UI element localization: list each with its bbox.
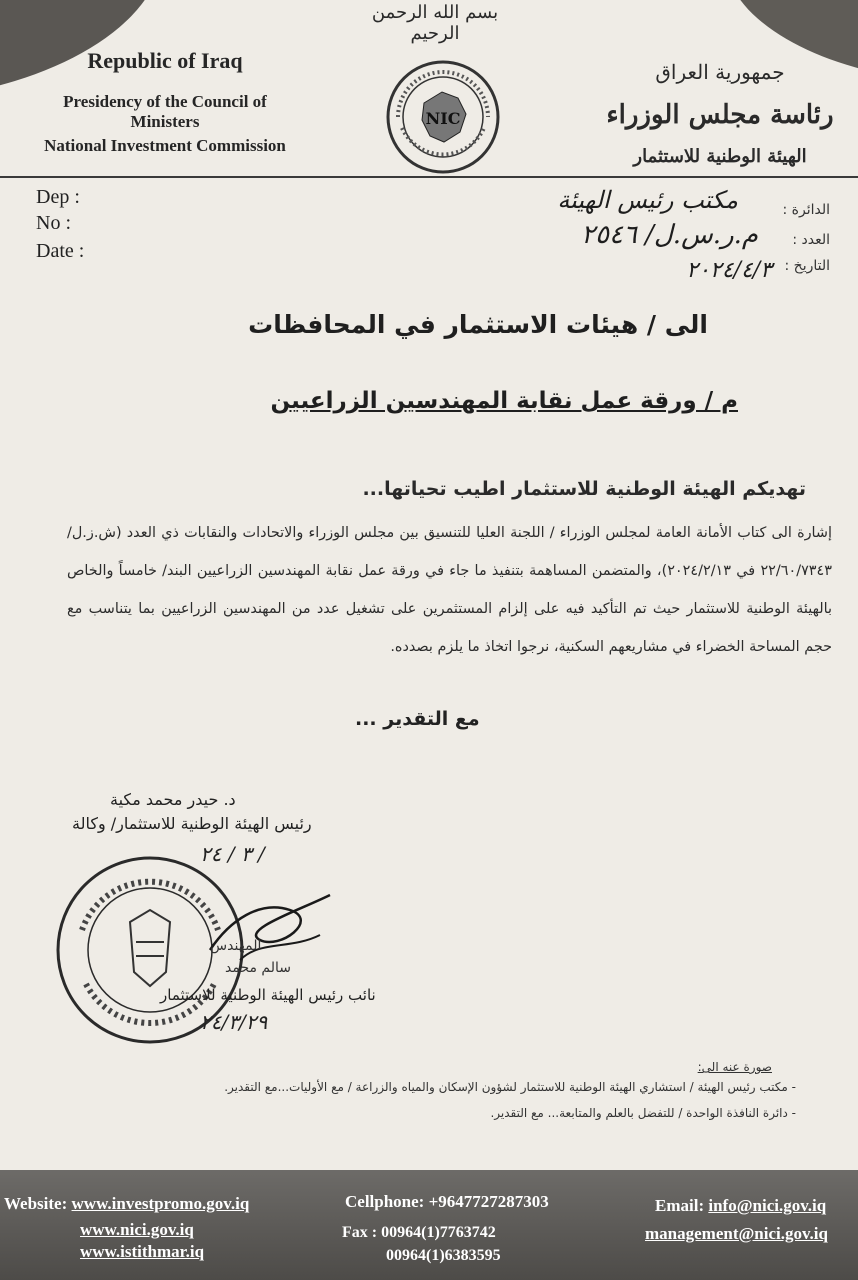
deputy-name: سالم محمد: [225, 960, 292, 976]
header-ar-country: جمهورية العراق: [655, 60, 785, 84]
cellphone-number: +9647727287303: [428, 1192, 549, 1211]
deputy-title: نائب رئيس الهيئة الوطنية للاستثمار: [160, 986, 376, 1004]
cc-line-2: - دائرة النافذة الواحدة / للتفضل بالعلم والمتابعة... مع التقدير.: [490, 1106, 796, 1120]
header-ar-presidency: رئاسة مجلس الوزراء: [606, 100, 834, 130]
header-en-commission: National Investment Commission: [44, 136, 286, 155]
closing-regards: مع التقدير ...: [355, 708, 480, 730]
date-value: ٢٠٢٤/٤/٣: [686, 258, 772, 283]
footer-email: [655, 1196, 826, 1216]
website-label: Website:: [4, 1194, 68, 1213]
email-link-1[interactable]: info@nici.gov.iq: [708, 1196, 827, 1215]
cc-line-1: - مكتب رئيس الهيئة / استشاري الهيئة الوطنية للاستثمار لشؤون الإسكان والمياه والزراعة / مع الأوليات...مع التقدير.: [224, 1080, 796, 1094]
signatory-date: / ٣ / ٢٤: [200, 842, 265, 866]
dep-value: مكتب رئيس الهيئة: [557, 186, 738, 214]
no-label-ar: العدد :: [792, 232, 830, 248]
fax-label: Fax :: [342, 1224, 378, 1241]
email-link-2[interactable]: management@nici.gov.iq: [645, 1224, 828, 1243]
header-en-country: Republic of Iraq: [87, 48, 243, 73]
cellphone-label: Cellphone:: [345, 1192, 425, 1211]
recipient-line: الى / هيئات الاستثمار في المحافظات: [248, 310, 708, 339]
no-value: م.ر.س.ل/ ٢٥٤٦: [581, 220, 758, 250]
website-link-2[interactable]: www.nici.gov.iq: [80, 1220, 194, 1239]
greeting: تهديكم الهيئة الوطنية للاستثمار اطيب تحياتها...: [362, 478, 806, 500]
header-ar-commission: الهيئة الوطنية للاستثمار: [633, 146, 807, 167]
letter-body: إشارة الى كتاب الأمانة العامة لمجلس الوزراء / اللجنة العليا للتنسيق بين مجلس الوزراء والاتحادات والنقابات ذي العدد (ش.ز.ل/٢٢/٦٠/٧٣٤٣ في ٢٠٢٤/٢/١٣)، والمتضمن المساهمة بتنفيذ ما جاء في ورقة عمل نقابة المهندسين الزراعيين البند/ خامساً والخاص بالهيئة الوطنية للاستثمار حيث تم التأكيد فيه على إلزام المستثمرين على تشغيل عدد من المهندسين الزراعيين بما يتناسب مع حجم المساحة الخضراء في مشاريعهم السكنية، نرجوا اتخاذ ما يلزم بصدده.: [67, 525, 832, 655]
dep-label-ar: الدائرة :: [782, 202, 830, 218]
deputy-prefix: المهندس: [210, 938, 262, 954]
signatory-title: رئيس الهيئة الوطنية للاستثمار/ وكالة: [72, 814, 312, 833]
subject-line: م / ورقة عمل نقابة المهندسين الزراعيين: [270, 388, 738, 414]
nic-emblem-icon: [384, 58, 502, 176]
header-en-presidency: Presidency of the Council of Ministers: [63, 92, 267, 131]
fax-number-1: 00964(1)7763742: [381, 1224, 496, 1241]
signatory-name: د. حيدر محمد مكية: [110, 790, 236, 809]
footer-website: [4, 1194, 249, 1214]
dep-label: Dep :: [36, 186, 80, 208]
cc-heading: صورة عنه الى:: [697, 1060, 772, 1074]
website-link-3[interactable]: www.istithmar.iq: [80, 1242, 205, 1261]
date-label: Date :: [36, 240, 85, 262]
email-label: Email:: [655, 1196, 705, 1215]
deputy-date: ٢٤/٣/٢٩: [200, 1010, 268, 1034]
no-label: No :: [36, 212, 71, 234]
basmala: بسم الله الرحمن الرحيم: [371, 2, 499, 44]
fax-number-2: 00964(1)6383595: [386, 1247, 501, 1264]
header-divider: [0, 176, 858, 178]
logo-text: NIC: [425, 109, 461, 128]
date-label-ar: التاريخ :: [784, 258, 830, 274]
website-link-1[interactable]: www.investpromo.gov.iq: [71, 1194, 250, 1213]
footer-cellphone: [345, 1192, 549, 1212]
footer-fax: [342, 1224, 496, 1242]
